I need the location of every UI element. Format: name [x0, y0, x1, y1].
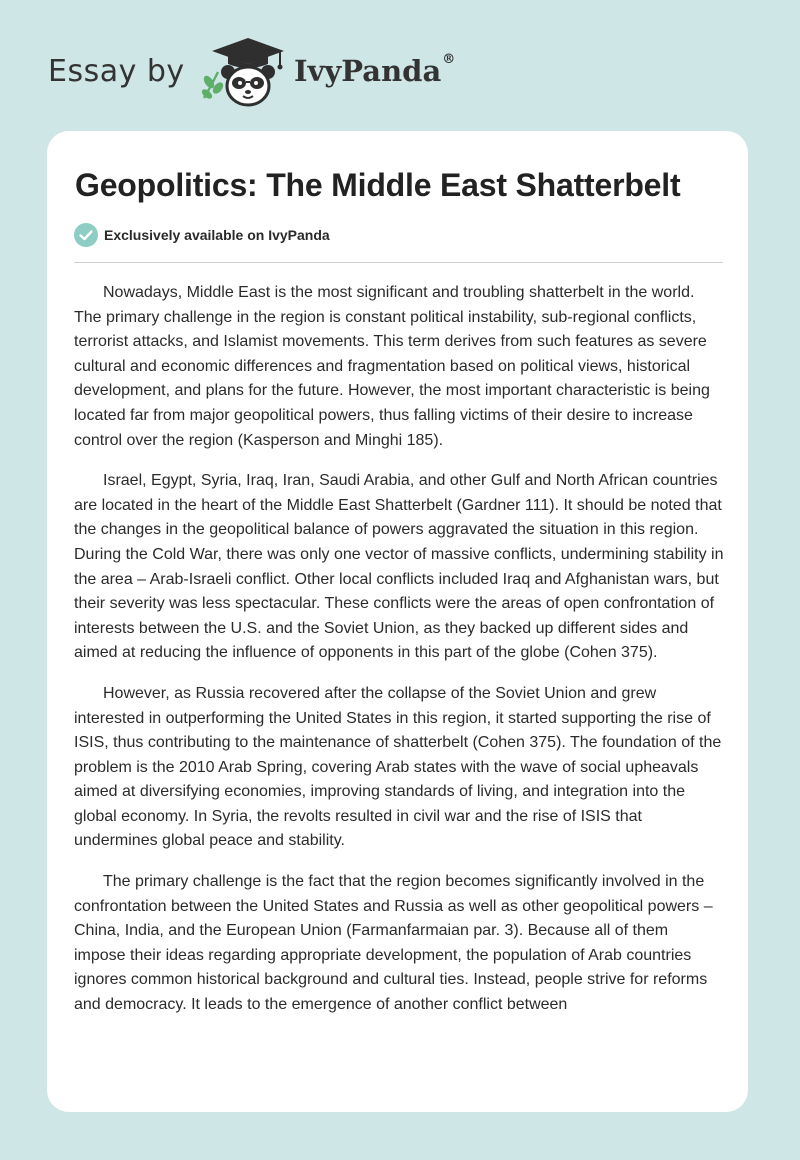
registered-mark: ®: [442, 52, 456, 67]
exclusive-text: Exclusively available on IvyPanda: [104, 227, 330, 243]
page-title: Geopolitics: The Middle East Shatterbelt: [75, 167, 681, 203]
paragraph: However, as Russia recovered after the collapse of the Soviet Union and grew interested in outperforming the United States in this region, it started supporting the rise of ISIS, thus contributing to the maintenance of shatterbelt (Cohen 375). The foundation of the problem is the 2010 Arab Spring, covering Arab states with the wave of social upheavals aimed at diversifying economies, improving standards of living, and integration into the global economy. In Syria, the revolts resulted in civil war and the rise of ISIS that undermines global peace and stability.: [74, 684, 722, 850]
paragraph: The primary challenge is the fact that the region becomes significantly involved in the confrontation between the United States and Russia as well as other geopolitical powers – China, India, and the European Union (Farmanfarmaian par. 3). Because all of them impose their ideas regarding appropriate development, the population of Arab countries ignores common historical background and cultural ties. Instead, people strive for reforms and democracy. It leads to the emergence of another conflict between: [74, 873, 713, 1014]
exclusive-badge: [74, 222, 330, 248]
check-circle-icon: [74, 223, 98, 247]
paragraph: Israel, Egypt, Syria, Iraq, Iran, Saudi Arabia, and other Gulf and North African countries are located in the heart of the Middle East Shatterbelt (Gardner 111). It should be noted that the changes in the geopolitical balance of powers aggravated the situation in this region. During the Cold War, there was only one vector of massive conflicts, undermining stability in the area – Arab-Israeli conflict. Other local conflicts included Iraq and Afghanistan wars, but their severity was less spectacular. These conflicts were the areas of open confrontation of interests between the U.S. and the Soviet Union, as they backed up different sides and aimed at reducing the influence of opponents in this part of the globe (Cohen 375).: [74, 472, 724, 662]
panda-graduate-icon[interactable]: [198, 36, 288, 108]
brand-name-text: IvyPanda: [294, 54, 442, 88]
brand-name[interactable]: [294, 54, 455, 88]
essay-by-label: Essay by: [48, 54, 185, 89]
paragraph: Nowadays, Middle East is the most significant and troubling shatterbelt in the world. The primary challenge in the region is constant political instability, sub-regional conflicts, terrorist attacks, and Islamist movements. This term derives from such features as severe cultural and economic differences and fragmentation based on political views, historical development, and plans for the future. However, the most important characteristic is being located far from major geopolitical powers, thus falling victims of their desire to increase control over the region (Kasperson and Minghi 185).: [74, 284, 710, 449]
essay-card: [47, 131, 748, 1112]
essay-body: [74, 281, 724, 1034]
site-header: [48, 36, 468, 106]
divider: [74, 262, 723, 263]
